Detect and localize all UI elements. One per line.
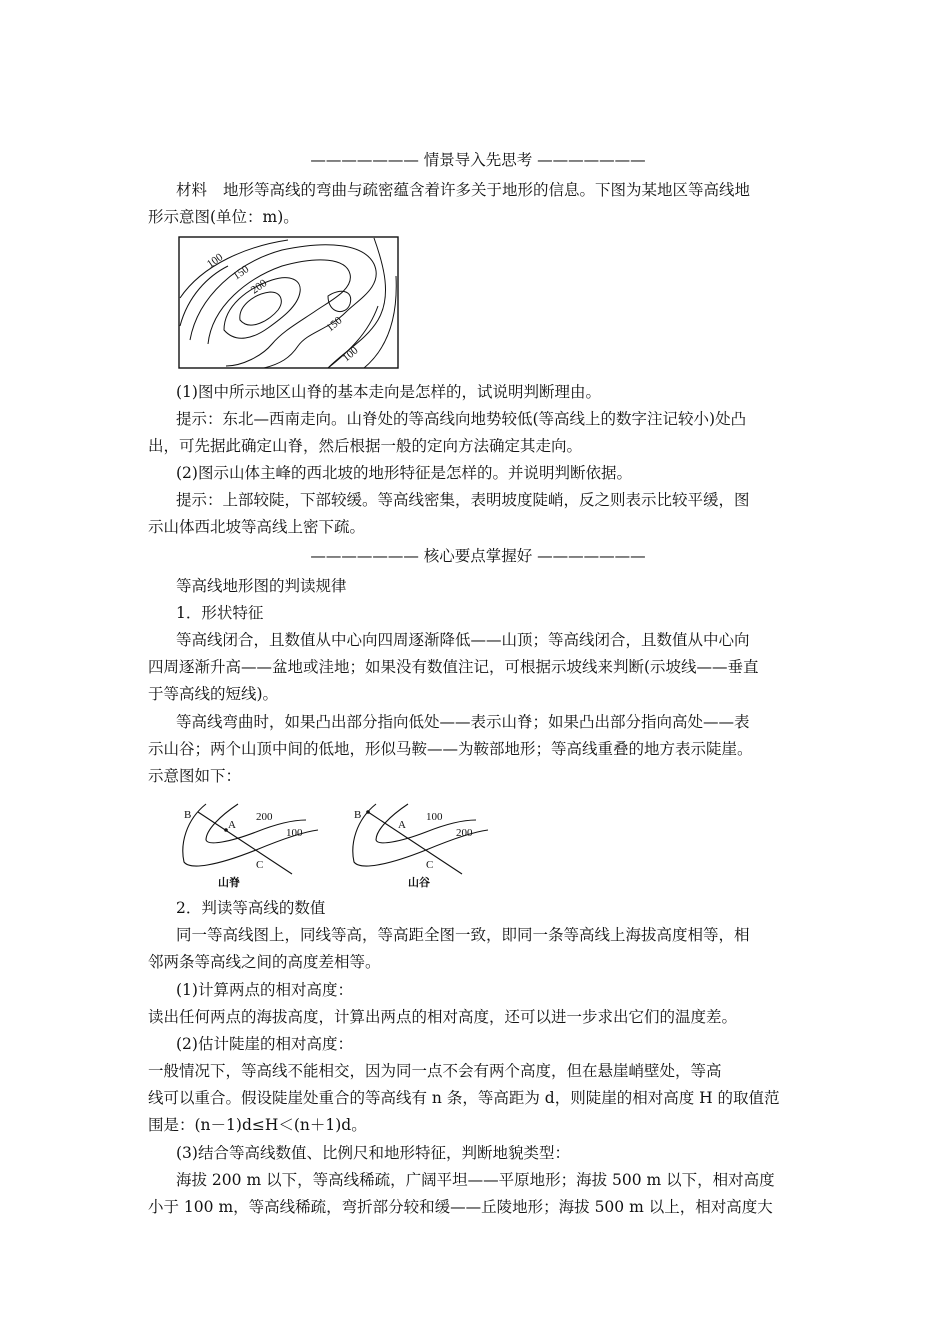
ridge-label-200: 200 bbox=[256, 811, 273, 823]
ridge-caption: 山脊 bbox=[218, 877, 240, 889]
section-heading-core: ——————— 核心要点掌握好 ——————— bbox=[310, 547, 646, 565]
para-2-line-2: 示山谷；两个山顶中间的低地，形似马鞍——为鞍部地形；等高线重叠的地方表示陡崖。 bbox=[148, 740, 753, 758]
ridge-label-A: A bbox=[228, 819, 236, 831]
valley-label-C: C bbox=[426, 859, 434, 871]
material-label: 材料 bbox=[176, 181, 208, 199]
para-2-line-3: 示意图如下： bbox=[148, 767, 242, 785]
sub-3-title: (3)结合等高线数值、比例尺和地形特征，判断地貌类型： bbox=[176, 1144, 570, 1162]
para-1-line-2: 四周逐渐升高——盆地或洼地；如果没有数值注记，可根据示坡线来判断(示坡线——垂直 bbox=[148, 658, 759, 676]
valley-point-B bbox=[366, 810, 370, 814]
valley-label-B: B bbox=[354, 809, 362, 821]
sub-1-text: 读出任何两点的海拔高度，计算出两点的相对高度，还可以进一步求出它们的温度差。 bbox=[148, 1008, 738, 1026]
para-2-line-1: 等高线弯曲时，如果凸出部分指向低处——表示山脊；如果凸出部分指向高处——表 bbox=[176, 713, 750, 731]
material-line-2: 形示意图(单位：m)。 bbox=[148, 208, 299, 226]
material-text: 地形等高线的弯曲与疏密蕴含着许多关于地形的信息。下图为某地区等高线地 bbox=[223, 181, 751, 199]
valley-caption: 山谷 bbox=[408, 877, 430, 889]
answer-2-line-1: 提示：上部较陡，下部较缓。等高线密集，表明坡度陡峭，反之则表示比较平缓，图 bbox=[176, 491, 750, 509]
ridge-label-B: B bbox=[184, 809, 192, 821]
valley-figure bbox=[346, 800, 496, 890]
sub-2-line-2: 线可以重合。假设陡崖处重合的等高线有 n 条，等高距为 d，则陡崖的相对高度 H 的取值范 bbox=[148, 1089, 780, 1107]
section-2-title: 2．判读等高线的数值 bbox=[176, 899, 326, 917]
sub-2-line-3: 围是：(n－1)d≤H＜(n＋1)d。 bbox=[148, 1116, 367, 1134]
para-1-line-1: 等高线闭合，且数值从中心向四周逐渐降低——山顶；等高线闭合，且数值从中心向 bbox=[176, 631, 750, 649]
material-line-1 bbox=[176, 180, 808, 200]
sub-2-line-1: 一般情况下，等高线不能相交，因为同一点不会有两个高度，但在悬崖峭壁处，等高 bbox=[148, 1062, 722, 1080]
contour-label-150-bottom: 150 bbox=[324, 314, 345, 335]
section-1-title: 1．形状特征 bbox=[176, 604, 264, 622]
answer-1-line-2: 出，可先据此确定山脊，然后根据一般的定向方法确定其走向。 bbox=[148, 437, 583, 455]
answer-1-line-1: 提示：东北—西南走向。山脊处的等高线向地势较低(等高线上的数字注记较小)处凸 bbox=[176, 410, 747, 428]
contour-label-150-top: 150 bbox=[230, 263, 252, 283]
valley-label-A: A bbox=[398, 819, 406, 831]
sub-3-line-1: 海拔 200 m 以下，等高线稀疏，广阔平坦——平原地形；海拔 500 m 以下，相对高度 bbox=[176, 1171, 775, 1189]
answer-2-line-2: 示山体西北坡等高线上密下疏。 bbox=[148, 518, 366, 536]
rule-title: 等高线地形图的判读规律 bbox=[176, 577, 347, 595]
para-1-line-3: 于等高线的短线)。 bbox=[148, 685, 279, 703]
para-3-line-1: 同一等高线图上，同线等高，等高距全图一致，即同一条等高线上海拔高度相等，相 bbox=[176, 926, 750, 944]
ridge-figure bbox=[176, 800, 326, 890]
sub-3-line-2: 小于 100 m，等高线稀疏，弯折部分较和缓——丘陵地形；海拔 500 m 以上，相对高度大 bbox=[148, 1198, 773, 1216]
contour-map-figure bbox=[178, 236, 400, 370]
ridge-label-100: 100 bbox=[286, 827, 303, 839]
contour-label-100-bottom: 100 bbox=[340, 344, 361, 365]
sub-1-title: (1)计算两点的相对高度： bbox=[176, 981, 353, 999]
question-2: (2)图示山体主峰的西北坡的地形特征是怎样的。并说明判断依据。 bbox=[176, 464, 632, 482]
valley-label-100: 100 bbox=[426, 811, 443, 823]
contour-label-200: 200 bbox=[248, 277, 270, 297]
para-3-line-2: 邻两条等高线之间的高度差相等。 bbox=[148, 953, 381, 971]
ridge-label-C: C bbox=[256, 859, 264, 871]
question-1: (1)图中所示地区山脊的基本走向是怎样的，试说明判断理由。 bbox=[176, 383, 601, 401]
valley-label-200: 200 bbox=[456, 827, 473, 839]
section-heading-situation: ——————— 情景导入先思考 ——————— bbox=[310, 151, 646, 169]
sub-2-title: (2)估计陡崖的相对高度： bbox=[176, 1035, 353, 1053]
contour-label-100-top: 100 bbox=[204, 251, 226, 271]
